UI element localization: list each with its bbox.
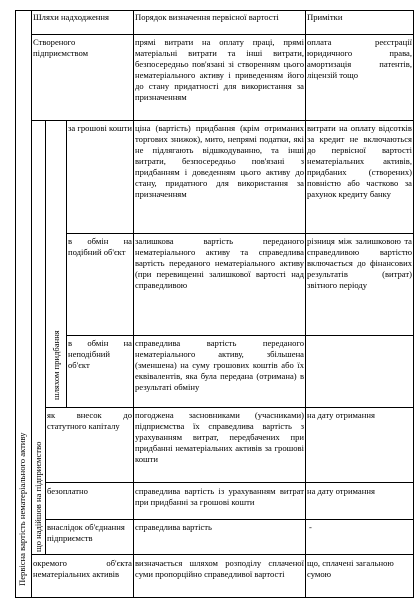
table-divider xyxy=(66,335,413,336)
table-border xyxy=(15,10,16,598)
separate-procedure: визначається шляхом розподілу сплаченої суми пропорційно справедливої вартості xyxy=(135,558,304,579)
header-path: Шляхи надходження xyxy=(33,12,109,22)
table-divider xyxy=(45,407,413,408)
created-path: Створеного підприємством xyxy=(33,37,89,58)
capital-path: як внесок до статутного капіталу xyxy=(47,410,132,431)
cash-notes: витрати на оплату відсотків за кредит не включаються до первісної вартості нематеріальних активів, придбаних (створених) повністю або частково за рахунок кредиту банку xyxy=(307,123,412,199)
header-notes: Примітки xyxy=(307,12,343,22)
similar-path: в обмін на подібний об'єкт xyxy=(68,236,132,257)
table-divider xyxy=(305,10,306,598)
separate-path: окремого об'єкта нематеріальних активів xyxy=(33,558,132,579)
table-border xyxy=(413,10,414,598)
capital-notes: на дату отримання xyxy=(307,410,375,420)
table-divider xyxy=(31,120,413,121)
similar-notes: різниця між залишковою та справедливою вартістю включається до фінансових результатів (витрат) звітного періоду xyxy=(307,236,412,290)
cash-path: за грошові кошти xyxy=(68,123,132,133)
merger-notes: - xyxy=(309,522,312,532)
dissimilar-procedure: справедлива вартість переданого нематеріального активу, збільшена (зменшена) на суму грошових коштів або їх еквівалентів, яка була передана (отримана) в результаті обміну xyxy=(135,338,304,392)
cash-procedure: ціна (вартість) придбання (крім отриманих торгових знижок), мито, непрямі податки, які не підлягають відшкодуванню, та інші витрати, безпосередньо пов'язані з придбанням і доведенням цього активу до стану, придатного для використання за призначенням xyxy=(135,123,304,199)
table-divider xyxy=(45,519,413,520)
side-label-middle: що надійшов на підприємство xyxy=(33,441,43,552)
similar-procedure: залишкова вартість переданого нематеріального активу та справедлива вартість переданого нематеріального активу (при перевищенні залишкової вартості над справедливою xyxy=(135,236,304,290)
capital-procedure: погоджена засновниками (учасниками) підприємства їх справедлива вартість з урахуванням витрат, передбачених при придбанні нематеріальних активів за грошові кошти xyxy=(135,410,304,464)
table-divider xyxy=(31,34,413,35)
free-procedure: справедлива вартість із урахуванням витрат при придбанні за грошові кошти xyxy=(135,486,304,507)
merger-procedure: справедлива вартість xyxy=(135,522,212,532)
free-notes: на дату отримання xyxy=(307,486,375,496)
table-divider xyxy=(66,233,413,234)
created-procedure: прямі витрати на оплату праці, прямі матеріальні витрати та інші витрати, безпосередньо пов'язані зі створенням цього нематеріального активу і приведенням його до стану придатності для використання за призначенням xyxy=(135,37,304,102)
side-label-outer: Первісна вартість нематеріального активу xyxy=(17,432,27,586)
table-border xyxy=(15,10,414,11)
header-procedure: Порядок визначення первісної вартості xyxy=(135,12,279,22)
merger-path: внаслідок об'єднання підприємств xyxy=(47,522,125,543)
table-divider xyxy=(45,482,413,483)
table-divider xyxy=(31,554,413,555)
free-path: безоплатно xyxy=(47,486,88,496)
table-border xyxy=(15,597,414,598)
table-divider xyxy=(45,120,46,554)
created-notes: оплата реєстрації юридичного права, амортизація патентів, ліцензій тощо xyxy=(307,37,412,80)
dissimilar-path: в обмін на неподібний об'єкт xyxy=(68,338,132,370)
table-divider xyxy=(31,10,32,598)
table-divider xyxy=(66,120,67,407)
separate-notes: що, сплачені загальною сумою xyxy=(307,558,394,579)
table-divider xyxy=(133,10,134,598)
side-label-inner: шляхом придбання xyxy=(51,330,61,400)
